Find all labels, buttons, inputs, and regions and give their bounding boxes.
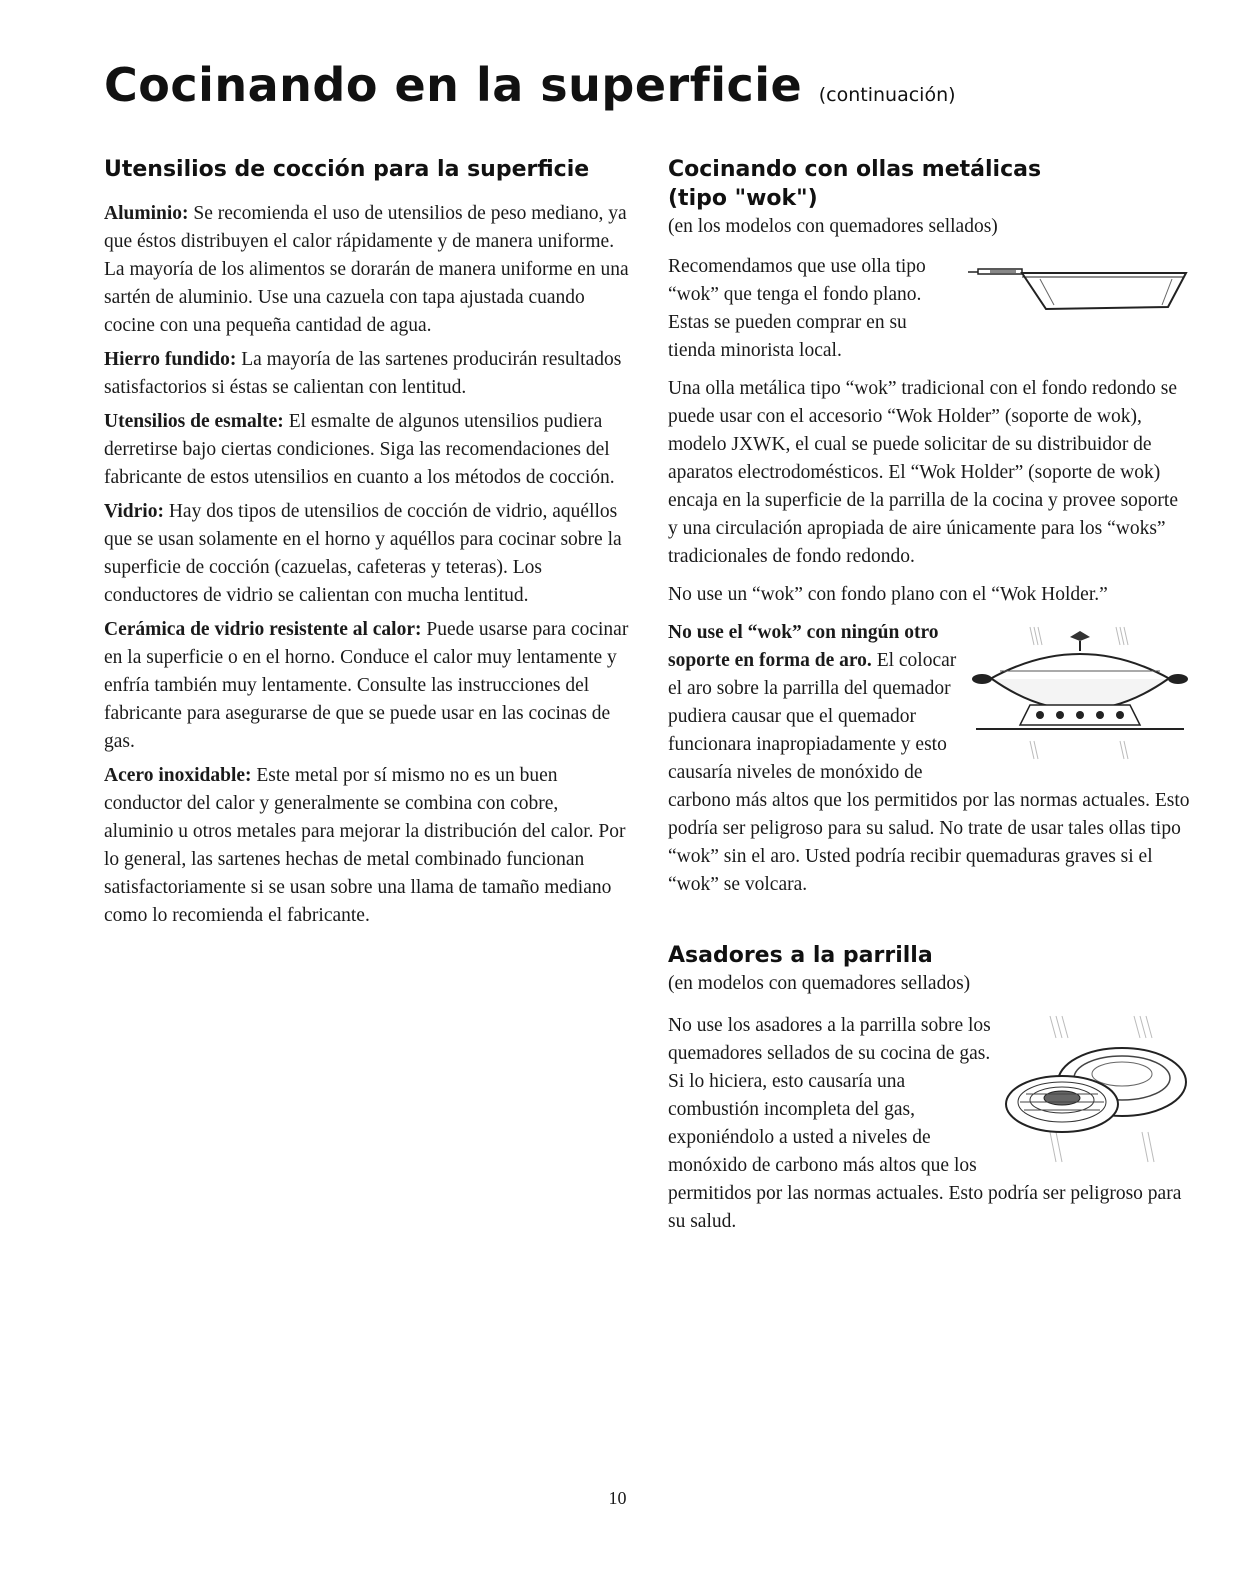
wok-warning-text: El colocar el aro sobre la parrilla del quemador pudiera causar que el quemador funcionara inapropiadamente y esto causaría niveles de monóxido de carbono más altos que los permitidos por las normas actuales. Esto podría ser peligroso para su salud. No trate de usar tales ollas tipo “wok” sin el aro. Usted podría recibir quemaduras graves si el “wok” se volcara.: [668, 650, 1190, 895]
glass-lead: Vidrio:: [104, 501, 164, 522]
wok-subtitle: (en los modelos con quemadores sellados): [668, 216, 998, 237]
cookware-heading: Utensilios de cocción para la superficie: [104, 157, 590, 182]
wok-heading-line1: Cocinando con ollas metálicas: [668, 157, 1042, 182]
stainless-lead: Acero inoxidable:: [104, 765, 252, 786]
grill-icon: [1000, 1012, 1190, 1172]
aluminum-text: Se recomienda el uso de utensilios de peso mediano, ya que éstos distribuyen el calor rápidamente y de manera uniforme. La mayoría de los alimentos se dorarán de manera uniforme en una sartén de aluminio. Use una cazuela con tapa ajustada cuando cocine con una pequeña cantidad de agua.: [104, 203, 629, 336]
page-number: 10: [608, 1488, 627, 1508]
wok-paragraph-2: Una olla metálica tipo “wok” tradicional con el fondo redondo se puede usar con el accesorio “Wok Holder” (soporte de wok), modelo JXWK, el cual se puede solicitar de su distribuidor de aparatos electrodomésticos. El “Wok Holder” (soporte de wok) encaja en la superficie de la parrilla de la cocina y provee soporte y una circulación apropiada de aire únicamente para los “woks” tradicionales de fondo redondo.: [668, 378, 1178, 567]
right-column: [668, 155, 1190, 1242]
cast-iron-paragraph: [104, 346, 629, 402]
enamel-text: El esmalte de algunos utensilios pudiera derretirse bajo ciertas condiciones. Siga las recomendaciones del fabricante de estos utensilios en cuanto a los métodos de cocción.: [104, 411, 615, 488]
wok-ring-icon: [970, 621, 1190, 771]
grill-subtitle: (en modelos con quemadores sellados): [668, 973, 971, 994]
enamel-lead: Utensilios de esmalte:: [104, 411, 284, 432]
glass-paragraph: [104, 498, 629, 610]
enamel-paragraph: [104, 408, 629, 492]
aluminum-paragraph: [104, 200, 629, 340]
wok-ring-figure: [970, 621, 1190, 771]
page-title-main: Cocinando en la superficie: [104, 58, 803, 112]
grill-paragraph: No use los asadores a la parrilla sobre los quemadores sellados de su cocina de gas. Si lo hiciera, esto causaría una combustión incompleta del gas, exponiéndolo a usted a niveles de monóxido de carbono más altos que los permitidos por las normas actuales. Esto podría ser peligroso para su salud.: [668, 1015, 1182, 1232]
left-column: [104, 155, 629, 936]
ceramic-glass-paragraph: [104, 616, 629, 756]
grill-figure: [1000, 1012, 1190, 1172]
glass-text: Hay dos tipos de utensilios de cocción de vidrio, aquéllos que se usan solamente en el horno y aquéllos para cocinar sobre la superficie de cocción (cazuelas, cafeteras y teteras). Los conductores de vidrio se calientan con mucha lentitud.: [104, 501, 622, 606]
wok-paragraph-3: No use un “wok” con fondo plano con el “Wok Holder.”: [668, 584, 1108, 605]
wok-paragraph-1: Recomendamos que use olla tipo “wok” que tenga el fondo plano. Estas se pueden comprar en su tienda minorista local.: [668, 256, 926, 361]
wok-warning-lead: No use el “wok” con ningún otro soporte en forma de aro.: [668, 622, 939, 671]
wok-heading-line2: (tipo "wok"): [668, 186, 818, 211]
page-title: [104, 58, 956, 112]
ceramic-glass-text: Puede usarse para cocinar en la superficie o en el horno. Conduce el calor muy lentamente y enfría también muy lentamente. Consulte las instrucciones del fabricante para asegurarse de que se puede usar en las cocinas de gas.: [104, 619, 629, 752]
cast-iron-lead: Hierro fundido:: [104, 349, 237, 370]
wok-heading: [668, 155, 1190, 213]
grill-heading: Asadores a la parrilla: [668, 943, 933, 968]
cast-iron-text: La mayoría de las sartenes producirán resultados satisfactorios si éstas se calientan con lentitud.: [104, 349, 622, 398]
flat-wok-figure: [962, 259, 1190, 319]
flat-wok-icon: [962, 259, 1190, 319]
page-title-continuation: (continuación): [818, 84, 956, 106]
aluminum-lead: Aluminio:: [104, 203, 189, 224]
stainless-paragraph: [104, 762, 629, 930]
ceramic-glass-lead: Cerámica de vidrio resistente al calor:: [104, 619, 422, 640]
stainless-text: Este metal por sí mismo no es un buen conductor del calor y generalmente se combina con cobre, aluminio u otros metales para mejorar la distribución del calor. Por lo general, las sartenes hechas de metal combinado funcionan satisfactoriamente si se usan sobre una llama de tamaño mediano como lo recomienda el fabricante.: [104, 765, 626, 926]
